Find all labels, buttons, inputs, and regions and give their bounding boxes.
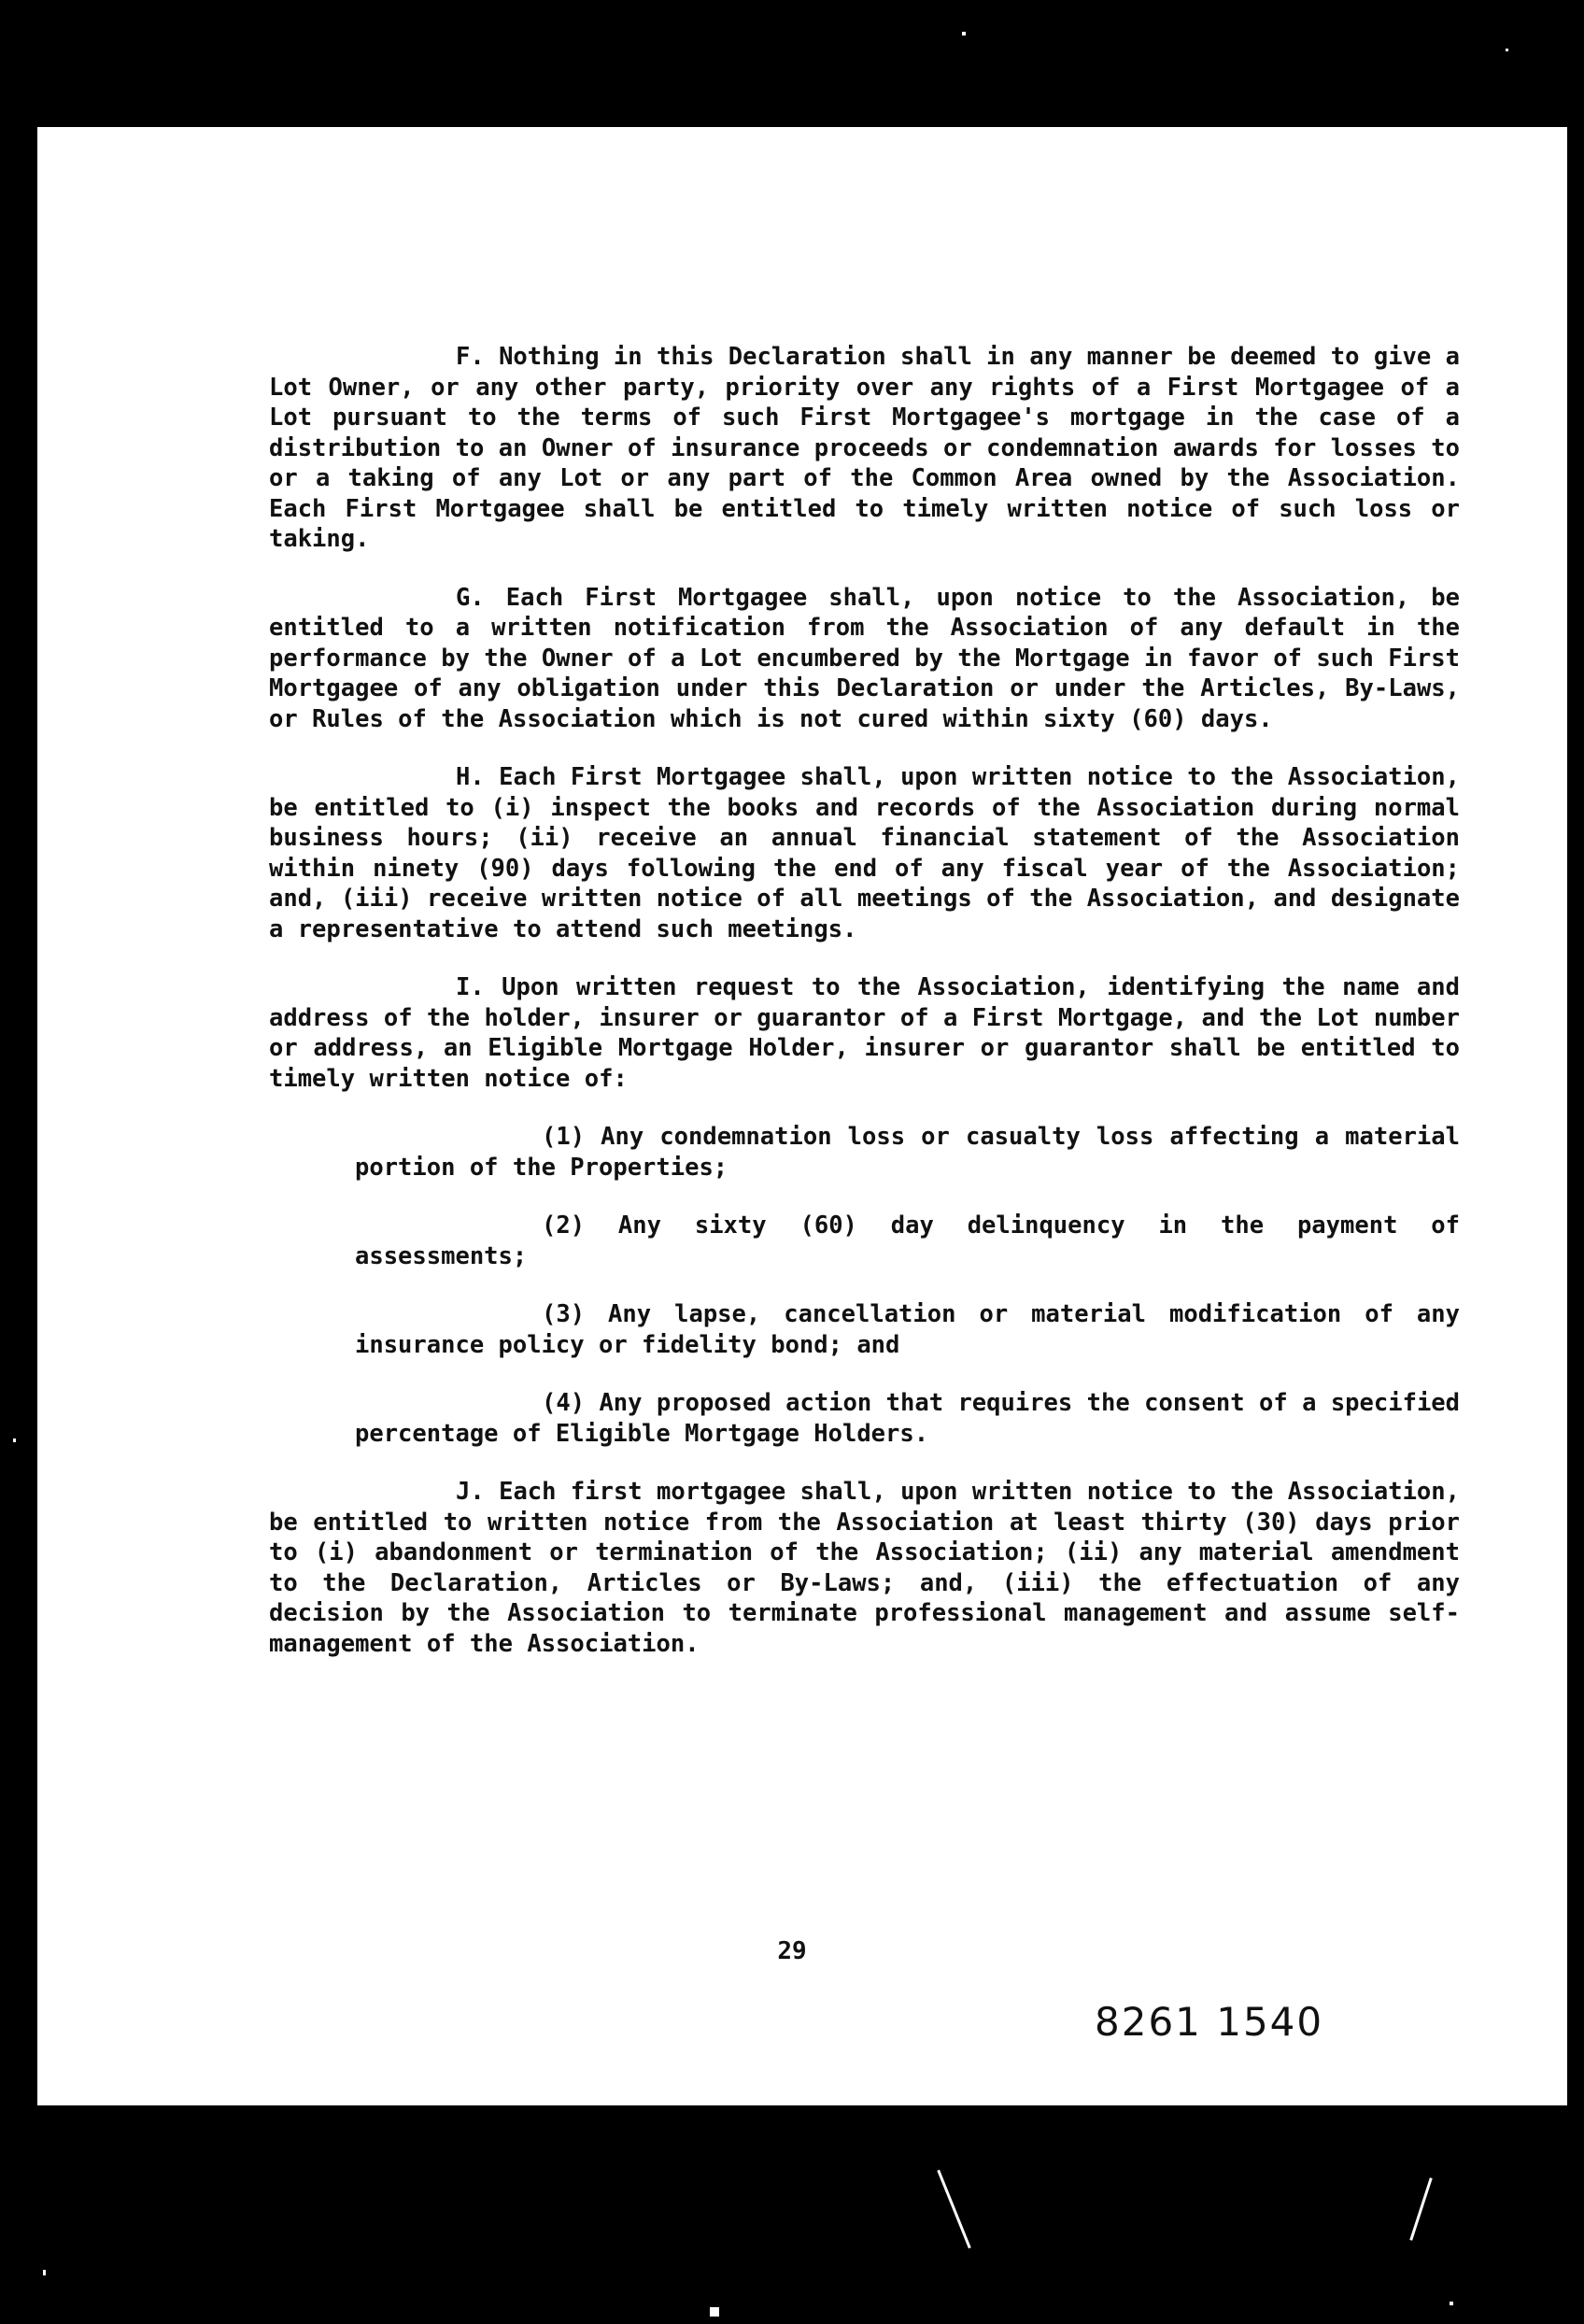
scan-speck <box>13 1438 16 1442</box>
document-body <box>269 342 1460 1687</box>
paragraph-i-item-2: (2) Any sixty (60) day delinquency in the payment of assessments; <box>355 1212 1460 1270</box>
scan-speck <box>937 2170 970 2249</box>
scan-speck <box>962 32 966 35</box>
scan-speck <box>43 2270 46 2275</box>
paragraph-i-item-1: (1) Any condemnation loss or casualty loss affecting a material portion of the Properties; <box>355 1123 1460 1182</box>
page-number: 29 <box>777 1937 807 1965</box>
paragraph-i: I. Upon written request to the Association, identifying the name and address of the holder, insurer or guarantor of a First Mortgage, and the Lot number or address, an Eligible Mortgage Holder, insurer or guarantor shall be entitled to timely written notice of: <box>269 973 1460 1093</box>
scan-speck <box>1409 2177 1432 2241</box>
paragraph-f: F. Nothing in this Declaration shall in any manner be deemed to give a Lot Owner, or any other party, priority over any rights of a First Mortgagee of a Lot pursuant to the terms of such First Mortgagee's mortgage in the case of a distribution to an Owner of insurance proceeds or condemnation awards for losses to or a taking of any Lot or any part of the Common Area owned by the Association. Each First Mortgagee shall be entitled to timely written notice of such loss or taking. <box>269 343 1460 553</box>
paragraph-i-item-4: (4) Any proposed action that requires the consent of a specified percentage of Eligible Mortgage Holders. <box>355 1389 1460 1448</box>
scan-speck <box>1506 49 1508 51</box>
document-reference-number: 8261 1540 <box>1095 1999 1324 2045</box>
paragraph-i-item-3: (3) Any lapse, cancellation or material modification of any insurance policy or fidelity bond; and <box>355 1300 1460 1359</box>
scan-speck <box>710 2307 719 2317</box>
paragraph-g: G. Each First Mortgagee shall, upon notice to the Association, be entitled to a written notification from the Association of any default in the performance by the Owner of a Lot encumbered by the Mortgage in favor of such First Mortgagee of any obligation under this Declaration or under the Articles, By-Laws, or Rules of the Association which is not cured within sixty (60) days. <box>269 583 1460 733</box>
paragraph-h: H. Each First Mortgagee shall, upon written notice to the Association, be entitled to (i) inspect the books and records of the Association during normal business hours; (ii) receive an annual financial statement of the Association within ninety (90) days following the end of any fiscal year of the Association; and, (iii) receive written notice of all meetings of the Association, and designate a representative to attend such meetings. <box>269 763 1460 943</box>
paragraph-j: J. Each first mortgagee shall, upon written notice to the Association, be entitled to written notice from the Association at least thirty (30) days prior to (i) abandonment or termination of the Association; (ii) any material amendment to the Declaration, Articles or By-Laws; and, (iii) the effectuation of any decision by the Association to terminate professional management and assume self-management of the Association. <box>269 1478 1460 1658</box>
scan-speck <box>1450 2302 1453 2305</box>
